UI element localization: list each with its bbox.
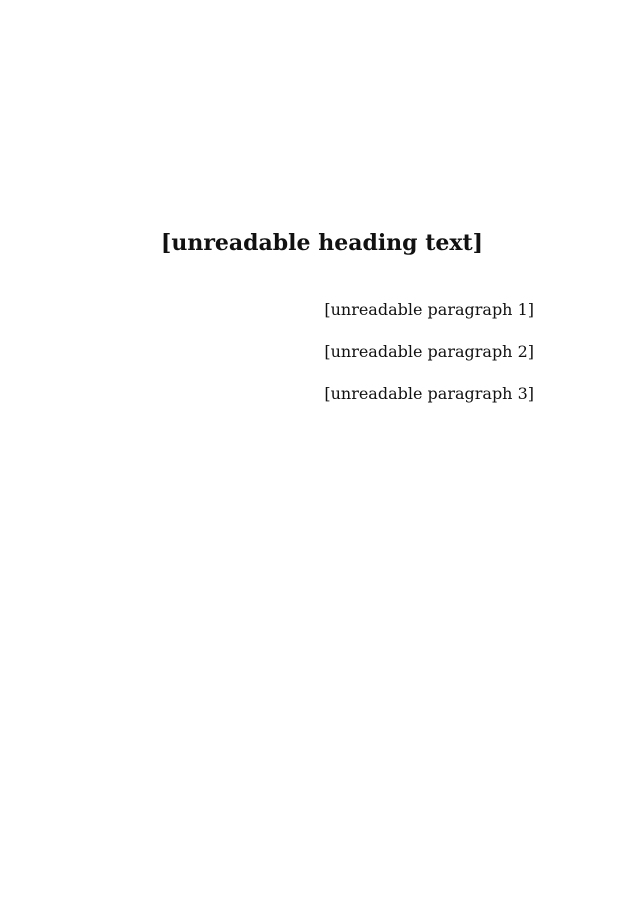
paragraph-2: [unreadable paragraph 2] bbox=[324, 342, 534, 361]
page-heading: [unreadable heading text] bbox=[160, 230, 484, 256]
document-content bbox=[90, 170, 554, 422]
paragraph-3: [unreadable paragraph 3] bbox=[324, 384, 534, 403]
paragraph-1: [unreadable paragraph 1] bbox=[324, 300, 534, 319]
